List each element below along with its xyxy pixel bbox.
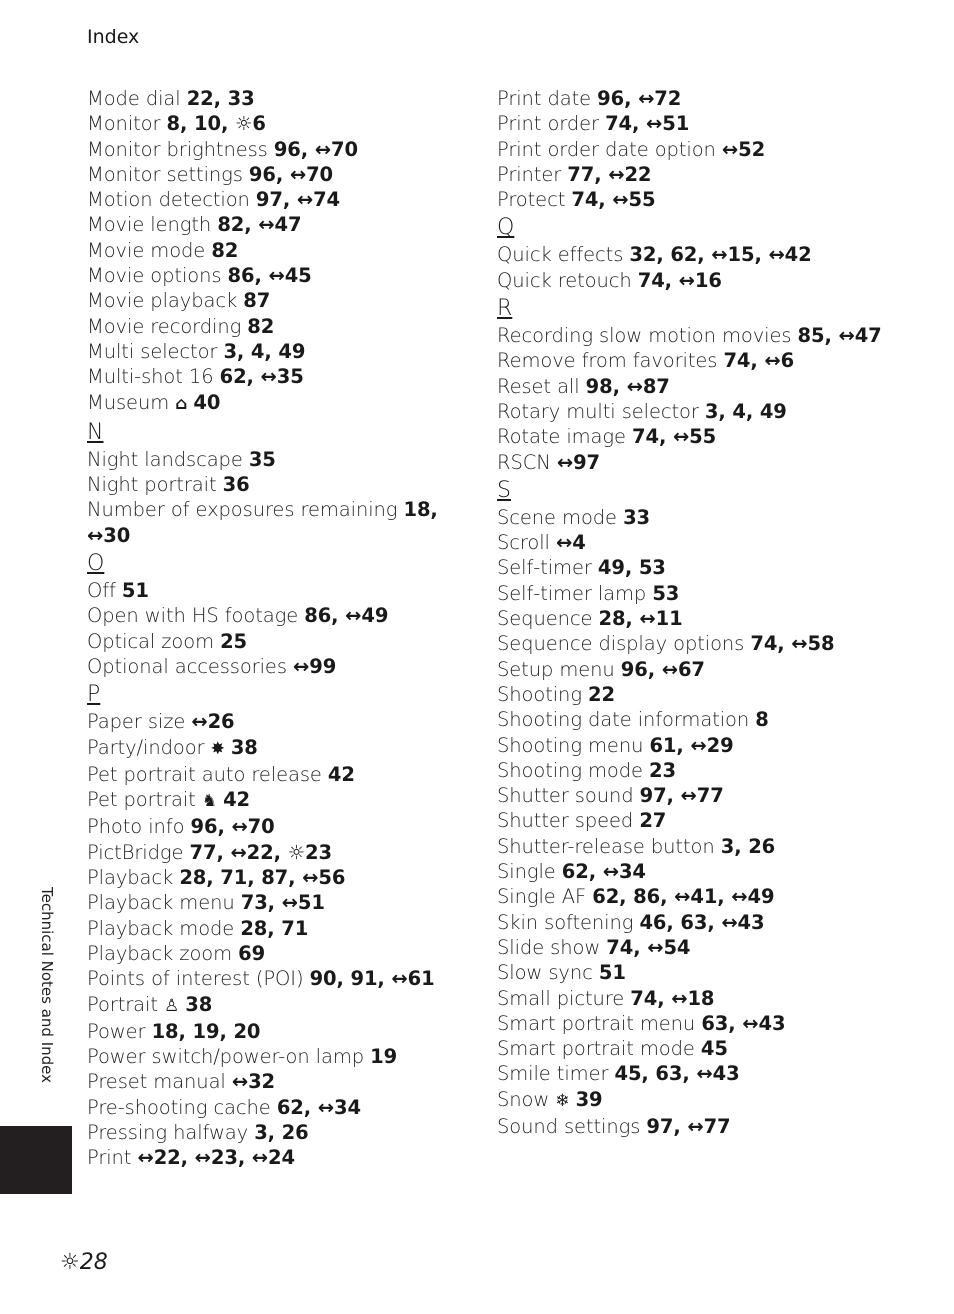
index-entry-term: Self-timer <box>497 556 592 580</box>
index-letter-heading: R <box>497 296 513 322</box>
index-entry-term: Sound settings <box>497 1114 641 1138</box>
index-entry-page-refs: 97, ↔77 <box>639 784 724 808</box>
index-entry-term: Shutter sound <box>497 784 634 808</box>
index-entry-page-refs: 77, ↔22 <box>567 162 652 186</box>
index-entry <box>87 941 487 966</box>
index-entry <box>497 399 917 424</box>
index-column-left <box>87 86 487 1171</box>
index-entry-page-refs: 18, ↔30 <box>87 498 438 547</box>
index-entry-term: Smile timer <box>497 1062 609 1086</box>
index-entry <box>87 1095 487 1120</box>
index-entry-term: Party/indoor <box>87 735 205 759</box>
index-entry-term: Shooting menu <box>497 733 644 757</box>
index-entry-page-refs: 22 <box>588 682 615 706</box>
index-entry-page-refs: 46, 63, ↔43 <box>639 910 765 934</box>
index-entry-page-refs: 39 <box>575 1087 603 1111</box>
index-entry-page-refs: 3, 26 <box>254 1120 309 1144</box>
index-entry-term: Slow sync <box>497 961 593 985</box>
index-entry <box>497 137 917 162</box>
index-entry-page-refs: 8, 10, ☼6 <box>166 112 266 136</box>
index-entry-term: Reset all <box>497 374 580 398</box>
index-entry-page-refs: 38 <box>230 735 258 759</box>
index-entry <box>497 1036 917 1061</box>
index-entry-term: Multi-shot 16 <box>87 365 214 389</box>
index-letter-heading: N <box>87 419 104 445</box>
index-entry-page-refs: 51 <box>598 961 626 985</box>
index-entry <box>497 606 917 631</box>
index-entry <box>497 783 917 808</box>
index-entry-term: Print date <box>497 87 592 110</box>
index-entry-page-refs: 62, ↔34 <box>276 1095 361 1119</box>
page-number-value: 28 <box>79 1250 108 1275</box>
index-entry <box>497 581 917 606</box>
index-entry-term: Shooting date information <box>497 708 750 732</box>
index-entry-page-refs: 61, ↔29 <box>649 733 734 757</box>
index-entry-term: Movie options <box>87 264 222 288</box>
index-entry-term: Rotary multi selector <box>497 399 699 423</box>
index-entry-term: Pressing halfway <box>87 1120 249 1144</box>
index-entry-page-refs: 3, 26 <box>720 834 776 858</box>
index-entry-page-refs: 82 <box>247 314 275 338</box>
index-entry-page-refs: 74, ↔58 <box>750 632 835 656</box>
index-entry-term: Multi selector <box>87 339 218 363</box>
index-entry-term: Scroll <box>497 531 550 555</box>
index-entry-page-refs: 74, ↔18 <box>630 986 715 1010</box>
index-entry <box>87 1145 487 1170</box>
index-entry-page-refs: 86, ↔49 <box>304 604 389 628</box>
index-entry-page-refs: 74, ↔16 <box>637 268 722 292</box>
index-entry-term: Small picture <box>497 986 625 1010</box>
index-entry-term: Optical zoom <box>87 629 214 653</box>
index-entry <box>87 762 487 787</box>
index-entry <box>497 808 917 833</box>
index-entry <box>87 890 487 915</box>
index-entry-term: Mode dial <box>87 87 181 110</box>
index-entry <box>87 916 487 941</box>
index-entry-page-refs: 33 <box>623 505 650 529</box>
index-entry <box>497 505 917 530</box>
index-entry <box>87 1069 487 1094</box>
index-entry-page-refs: 62, ↔35 <box>219 365 304 389</box>
index-entry-page-refs: ↔99 <box>292 654 337 678</box>
index-entry-page-refs: 74, ↔51 <box>605 112 690 136</box>
index-entry-page-refs: 62, 86, ↔41, ↔49 <box>592 885 775 909</box>
index-entry-page-refs: 74, ↔55 <box>571 188 656 212</box>
index-entry <box>497 424 917 449</box>
index-entry <box>87 814 487 839</box>
index-entry-page-refs: 74, ↔54 <box>606 935 691 959</box>
index-entry <box>497 733 917 758</box>
index-entry <box>497 935 917 960</box>
index-entry <box>497 884 917 909</box>
scene-mode-icon: ♙ <box>164 995 180 1016</box>
index-entry-term: Night landscape <box>87 447 243 471</box>
index-entry-page-refs: 86, ↔45 <box>227 264 312 288</box>
index-entry-term: Pre-shooting cache <box>87 1095 271 1119</box>
index-entry-term: Smart portrait mode <box>497 1037 695 1061</box>
index-entry <box>87 1120 487 1145</box>
index-entry <box>87 263 487 288</box>
index-entry-page-refs: 28, 71, 87, ↔56 <box>179 866 346 890</box>
index-entry-term: Off <box>87 579 116 603</box>
index-entry-page-refs: 18, 19, 20 <box>151 1019 261 1043</box>
sidebar-section-tab <box>0 1126 72 1194</box>
index-entry <box>497 86 917 111</box>
index-entry-page-refs: ↔97 <box>556 450 601 474</box>
index-entry-page-refs: 62, ↔34 <box>561 860 646 884</box>
index-entry <box>87 603 487 628</box>
index-entry-term: Protect <box>497 188 566 212</box>
page-number <box>60 1250 108 1275</box>
index-entry-term: Preset manual <box>87 1070 226 1094</box>
index-entry-term: Points of interest (POI) <box>87 967 304 991</box>
index-entry <box>497 1011 917 1036</box>
index-entry <box>497 859 917 884</box>
index-entry-term: Quick retouch <box>497 268 632 292</box>
index-entry <box>497 707 917 732</box>
sidebar-section-label <box>36 887 60 1107</box>
index-entry-term: Remove from favorites <box>497 349 718 373</box>
index-entry-page-refs: 25 <box>220 629 248 653</box>
index-entry-term: Monitor <box>87 112 161 136</box>
index-entry <box>87 212 487 237</box>
index-entry-term: Playback <box>87 866 174 890</box>
index-entry <box>497 986 917 1011</box>
index-entry-page-refs: 74, ↔6 <box>723 349 795 373</box>
index-entry-term: Slide show <box>497 935 601 959</box>
index-entry-term: Print order <box>497 112 599 136</box>
index-entry <box>497 834 917 859</box>
index-entry <box>87 629 487 654</box>
index-entry-page-refs: 42 <box>327 762 355 786</box>
index-entry-term: Optional accessories <box>87 654 287 678</box>
index-entry-term: Print <box>87 1146 132 1170</box>
index-entry <box>87 966 487 991</box>
index-entry-term: Number of exposures remaining <box>87 498 398 522</box>
index-entry-term: Monitor settings <box>87 162 243 186</box>
index-entry-page-refs: 98, ↔87 <box>585 374 670 398</box>
page-header-title: Index <box>87 26 140 48</box>
index-entry-page-refs: ↔4 <box>555 531 586 555</box>
index-entry <box>497 162 917 187</box>
scene-mode-icon: ⌂ <box>175 393 188 414</box>
index-entry-term: Quick effects <box>497 243 624 267</box>
index-entry-page-refs: 82, ↔47 <box>217 213 302 237</box>
index-entry <box>497 657 917 682</box>
index-entry-term: Motion detection <box>87 188 250 212</box>
index-entry-page-refs: ↔26 <box>191 710 235 734</box>
index-entry-page-refs: 27 <box>639 809 667 833</box>
index-entry <box>87 288 487 313</box>
index-column-right <box>497 86 917 1139</box>
index-entry <box>497 323 917 348</box>
index-entry-term: Movie recording <box>87 314 242 338</box>
index-entry-term: Sequence display options <box>497 632 745 656</box>
index-entry-term: Portrait <box>87 992 158 1016</box>
index-entry <box>87 162 487 187</box>
index-entry <box>87 111 487 136</box>
index-entry-page-refs: 77, ↔22, ☼23 <box>189 840 332 864</box>
index-entry-term: Playback zoom <box>87 941 232 965</box>
index-letter-heading: P <box>87 682 101 708</box>
index-entry-page-refs: 63, ↔43 <box>701 1011 786 1035</box>
index-entry <box>87 447 487 472</box>
index-entry-term: Photo info <box>87 815 185 839</box>
index-entry-page-refs: 45 <box>700 1037 728 1061</box>
index-entry-page-refs: 22, 33 <box>186 87 255 110</box>
index-entry-page-refs: 42 <box>223 788 251 812</box>
index-entry <box>87 1044 487 1069</box>
index-entry-term: Smart portrait menu <box>497 1011 696 1035</box>
index-entry <box>497 374 917 399</box>
index-entry-term: PictBridge <box>87 840 184 864</box>
index-entry-term: Sequence <box>497 607 593 631</box>
scene-mode-icon: ❄ <box>555 1090 570 1111</box>
index-entry <box>87 735 487 762</box>
index-entry-term: Single AF <box>497 885 587 909</box>
index-entry-term: Paper size <box>87 710 186 734</box>
index-entry-term: Open with HS footage <box>87 604 299 628</box>
index-entry <box>87 339 487 364</box>
index-entry-term: Monitor brightness <box>87 137 268 161</box>
index-entry <box>497 631 917 656</box>
index-entry-term: Pet portrait <box>87 788 196 812</box>
index-entry-term: Skin softening <box>497 910 634 934</box>
index-entry <box>87 364 487 389</box>
index-entry <box>497 1087 917 1114</box>
index-entry-term: Pet portrait auto release <box>87 762 322 786</box>
index-entry-term: Snow <box>497 1087 550 1111</box>
scene-mode-icon: ♞ <box>201 791 217 812</box>
index-entry <box>497 268 917 293</box>
index-entry <box>497 530 917 555</box>
index-entry-page-refs: 97, ↔77 <box>646 1114 731 1138</box>
index-entry-term: Night portrait <box>87 473 217 497</box>
index-entry <box>87 137 487 162</box>
index-entry-term: Shooting mode <box>497 758 643 782</box>
index-entry <box>497 555 917 580</box>
index-entry-term: Printer <box>497 162 562 186</box>
index-entry <box>87 578 487 603</box>
index-letter-heading: S <box>497 477 511 503</box>
index-entry-page-refs: 96, ↔70 <box>273 137 358 161</box>
index-entry-page-refs: 19 <box>370 1045 398 1069</box>
index-entry-page-refs: 96, ↔70 <box>190 815 275 839</box>
index-entry-page-refs: 87 <box>243 289 271 313</box>
index-entry-page-refs: ↔32 <box>231 1070 276 1094</box>
index-entry <box>497 450 917 475</box>
index-entry-page-refs: 90, 91, ↔61 <box>309 967 435 991</box>
index-entry-term: Self-timer lamp <box>497 581 647 605</box>
index-entry-page-refs: 51 <box>121 579 149 603</box>
index-entry-term: Movie playback <box>87 289 238 313</box>
index-entry-page-refs: 82 <box>211 238 239 262</box>
index-entry <box>87 992 487 1019</box>
index-entry <box>87 390 487 417</box>
index-entry <box>87 709 487 734</box>
index-entry-page-refs: 74, ↔55 <box>632 425 717 449</box>
index-entry <box>497 758 917 783</box>
index-entry <box>87 472 487 497</box>
index-entry <box>87 840 487 865</box>
index-entry-term: Rotate image <box>497 425 626 449</box>
index-entry-page-refs: 96, ↔67 <box>620 657 705 681</box>
index-entry-term: Scene mode <box>497 505 617 529</box>
index-entry-term: Recording slow motion movies <box>497 324 792 348</box>
index-entry <box>87 314 487 339</box>
index-entry-page-refs: 38 <box>185 992 213 1016</box>
index-entry-page-refs: 69 <box>238 941 266 965</box>
index-entry-page-refs: 28, 71 <box>240 916 309 940</box>
index-entry <box>497 1061 917 1086</box>
index-entry-term: Setup menu <box>497 657 615 681</box>
index-entry-term: Playback menu <box>87 891 235 915</box>
index-entry-page-refs: 96, ↔72 <box>597 87 682 110</box>
index-entry-page-refs: 53 <box>652 581 680 605</box>
index-entry-page-refs: ↔52 <box>721 137 766 161</box>
index-entry <box>497 187 917 212</box>
index-entry <box>87 787 487 814</box>
index-entry-page-refs: 35 <box>248 447 276 471</box>
index-entry-term: Museum <box>87 390 170 414</box>
index-entry-term: Movie length <box>87 213 212 237</box>
index-entry <box>497 111 917 136</box>
index-entry <box>497 960 917 985</box>
index-entry-term: RSCN <box>497 450 551 474</box>
index-entry-page-refs: 85, ↔47 <box>797 324 882 348</box>
tech-notes-page-icon: ☼ <box>60 1250 80 1275</box>
index-entry-page-refs: 32, 62, ↔15, ↔42 <box>629 243 812 267</box>
index-entry-term: Playback mode <box>87 916 235 940</box>
index-entry-page-refs: 49, 53 <box>597 556 666 580</box>
index-entry-page-refs: 3, 4, 49 <box>223 339 306 363</box>
index-entry <box>87 1019 487 1044</box>
index-entry <box>87 86 487 111</box>
index-entry-page-refs: 8 <box>755 708 769 732</box>
index-entry <box>87 238 487 263</box>
index-entry <box>87 497 487 548</box>
index-entry-term: Shutter speed <box>497 809 634 833</box>
index-entry-page-refs: 23 <box>649 758 676 782</box>
index-entry <box>497 910 917 935</box>
index-letter-heading: O <box>87 551 105 577</box>
index-entry <box>87 865 487 890</box>
index-entry-term: Power <box>87 1019 146 1043</box>
index-entry-term: Shooting <box>497 682 582 706</box>
index-entry-page-refs: 28, ↔11 <box>598 607 683 631</box>
index-entry-term: Shutter-release button <box>497 834 715 858</box>
index-entry-page-refs: 45, 63, ↔43 <box>614 1062 740 1086</box>
index-entry <box>87 187 487 212</box>
index-entry-page-refs: 36 <box>222 473 250 497</box>
index-entry <box>497 1114 917 1139</box>
index-entry-page-refs: ↔22, ↔23, ↔24 <box>137 1146 295 1170</box>
index-entry <box>87 654 487 679</box>
index-entry-page-refs: 40 <box>193 390 221 414</box>
index-entry <box>497 348 917 373</box>
index-entry-page-refs: 3, 4, 49 <box>704 399 787 423</box>
index-letter-heading: Q <box>497 215 515 241</box>
index-entry-page-refs: 97, ↔74 <box>255 188 341 212</box>
index-entry-page-refs: 96, ↔70 <box>248 162 334 186</box>
index-entry-term: Movie mode <box>87 238 206 262</box>
sidebar-label-text: Technical Notes and Index <box>38 887 56 1084</box>
index-entry-page-refs: 73, ↔51 <box>240 891 325 915</box>
scene-mode-icon: ✸ <box>210 738 225 759</box>
index-entry <box>497 242 917 267</box>
index-entry-term: Print order date option <box>497 137 716 161</box>
index-entry <box>497 682 917 707</box>
index-entry-term: Power switch/power-on lamp <box>87 1045 365 1069</box>
index-entry-term: Single <box>497 860 556 884</box>
